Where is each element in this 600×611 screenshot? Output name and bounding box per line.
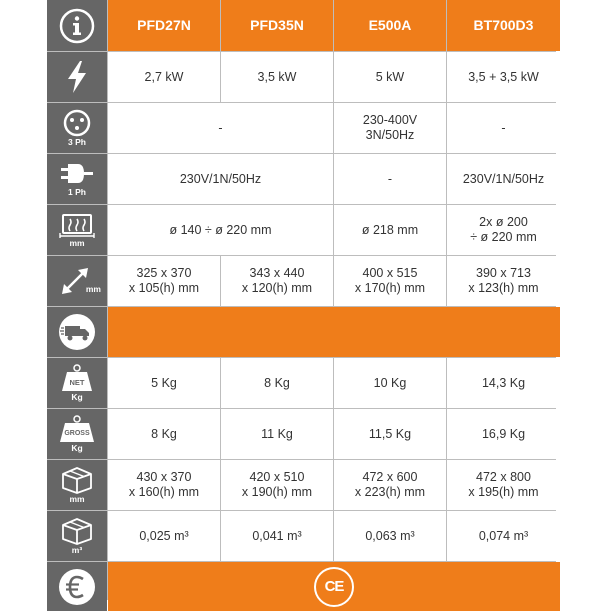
diameter-bt700d3-line2: ÷ ø 220 mm <box>470 230 537 244</box>
gross-weight-icon <box>58 415 96 443</box>
package-dimensions-pfd27n <box>108 460 220 510</box>
package-dimensions-pfd35n-line1: 420 x 510 <box>249 470 305 484</box>
ce-mark-icon <box>314 567 354 607</box>
net-weight-pfd35n: 8 Kg <box>221 358 333 408</box>
power-pfd27n: 2,7 kW <box>108 52 220 102</box>
dimensions-pfd27n-line2: x 105(h) mm <box>128 281 200 295</box>
gross-weight-e500a: 11,5 Kg <box>334 409 446 459</box>
package-dimensions-pfd35n-line2: x 190(h) mm <box>241 485 313 499</box>
package-volume-icon <box>60 517 94 545</box>
three-phase-e500a-line2: 3N/50Hz <box>365 128 415 142</box>
three-phase-row-header <box>47 103 107 153</box>
dimensions-bt700d3 <box>447 256 560 306</box>
delivery-row-header <box>47 307 107 357</box>
package-box-icon <box>60 466 94 494</box>
one-phase-bt700d3: 230V/1N/50Hz <box>447 154 560 204</box>
model-header-pfd27n: PFD27N <box>108 0 220 51</box>
info-icon <box>47 0 107 51</box>
gross-weight-pfd27n: 8 Kg <box>108 409 220 459</box>
three-phase-label: 3 Ph <box>68 137 86 147</box>
package-dimensions-pfd27n-line2: x 160(h) mm <box>128 485 200 499</box>
ce-band <box>108 562 560 611</box>
package-dimensions-e500a-line2: x 223(h) mm <box>354 485 426 499</box>
package-dimensions-bt700d3-line1: 472 x 800 <box>476 470 531 484</box>
diameter-bt700d3 <box>447 205 560 255</box>
dimensions-pfd27n-line1: 325 x 370 <box>136 266 192 280</box>
volume-e500a: 0,063 m³ <box>334 511 446 561</box>
delivery-truck-icon <box>57 312 97 352</box>
volume-row-header <box>47 511 107 561</box>
net-badge: NET <box>69 378 85 387</box>
three-phase-e500a-line1: 230-400V <box>362 113 418 127</box>
package-dimensions-bt700d3-line2: x 195(h) mm <box>468 485 539 499</box>
dimensions-e500a-line2: x 170(h) mm <box>354 281 426 295</box>
diameter-label: mm <box>69 238 85 248</box>
gross-weight-row-header <box>47 409 107 459</box>
volume-label: m³ <box>71 545 83 555</box>
dimensions-pfd27n <box>108 256 220 306</box>
volume-pfd35n: 0,041 m³ <box>221 511 333 561</box>
diameter-row-header <box>47 205 107 255</box>
three-phase-plug-icon <box>63 109 91 137</box>
dimensions-label: mm <box>85 284 101 294</box>
package-dimensions-pfd35n <box>221 460 333 510</box>
diameter-e500a: ø 218 mm <box>334 205 446 255</box>
ce-mark-text: CE <box>324 578 344 595</box>
dimensions-pfd35n <box>221 256 333 306</box>
one-phase-e500a: - <box>334 154 446 204</box>
net-weight-label: Kg <box>71 392 83 402</box>
power-bt700d3: 3,5 + 3,5 kW <box>447 52 560 102</box>
one-phase-pfd-value: 230V/1N/50Hz <box>108 154 333 204</box>
euro-row-header <box>47 562 107 611</box>
plug-icon <box>60 161 94 187</box>
diameter-bt700d3-line1: 2x ø 200 <box>479 215 528 229</box>
dimensions-e500a-line1: 400 x 515 <box>362 266 418 280</box>
gross-weight-bt700d3: 16,9 Kg <box>447 409 560 459</box>
dimensions-bt700d3-line1: 390 x 713 <box>476 266 531 280</box>
package-dimensions-label: mm <box>69 494 85 504</box>
euro-icon <box>57 567 97 607</box>
model-header-pfd35n: PFD35N <box>221 0 333 51</box>
package-dimensions-e500a-line1: 472 x 600 <box>362 470 418 484</box>
net-weight-pfd27n: 5 Kg <box>108 358 220 408</box>
package-dimensions-bt700d3 <box>447 460 560 510</box>
diameter-pfd-value: ø 140 ÷ ø 220 mm <box>108 205 333 255</box>
gross-weight-label: Kg <box>71 443 83 453</box>
model-header-bt700d3: BT700D3 <box>447 0 560 51</box>
one-phase-row-header <box>47 154 107 204</box>
spec-table <box>47 0 556 600</box>
power-pfd35n: 3,5 kW <box>221 52 333 102</box>
three-phase-bt700d3: - <box>447 103 560 153</box>
dimensions-pfd35n-line2: x 120(h) mm <box>241 281 313 295</box>
dimensions-pfd35n-line1: 343 x 440 <box>249 266 305 280</box>
package-dimensions-e500a <box>334 460 446 510</box>
volume-bt700d3: 0,074 m³ <box>447 511 560 561</box>
net-weight-row-header <box>47 358 107 408</box>
one-phase-label: 1 Ph <box>68 187 86 197</box>
power-e500a: 5 kW <box>334 52 446 102</box>
dimensions-bt700d3-line2: x 123(h) mm <box>468 281 539 295</box>
net-weight-e500a: 10 Kg <box>334 358 446 408</box>
package-dimensions-row-header <box>47 460 107 510</box>
lightning-icon <box>47 52 107 102</box>
model-header-e500a: E500A <box>334 0 446 51</box>
dimensions-row-header <box>47 256 107 306</box>
package-dimensions-pfd27n-line1: 430 x 370 <box>136 470 192 484</box>
gross-badge: GROSS <box>64 430 90 437</box>
hotplate-icon <box>59 212 95 238</box>
three-phase-pfd-value: - <box>108 103 333 153</box>
shipping-band <box>108 307 560 357</box>
net-weight-bt700d3: 14,3 Kg <box>447 358 560 408</box>
volume-pfd27n: 0,025 m³ <box>108 511 220 561</box>
gross-weight-pfd35n: 11 Kg <box>221 409 333 459</box>
dimensions-e500a <box>334 256 446 306</box>
net-weight-icon <box>60 364 94 392</box>
three-phase-e500a <box>334 103 446 153</box>
